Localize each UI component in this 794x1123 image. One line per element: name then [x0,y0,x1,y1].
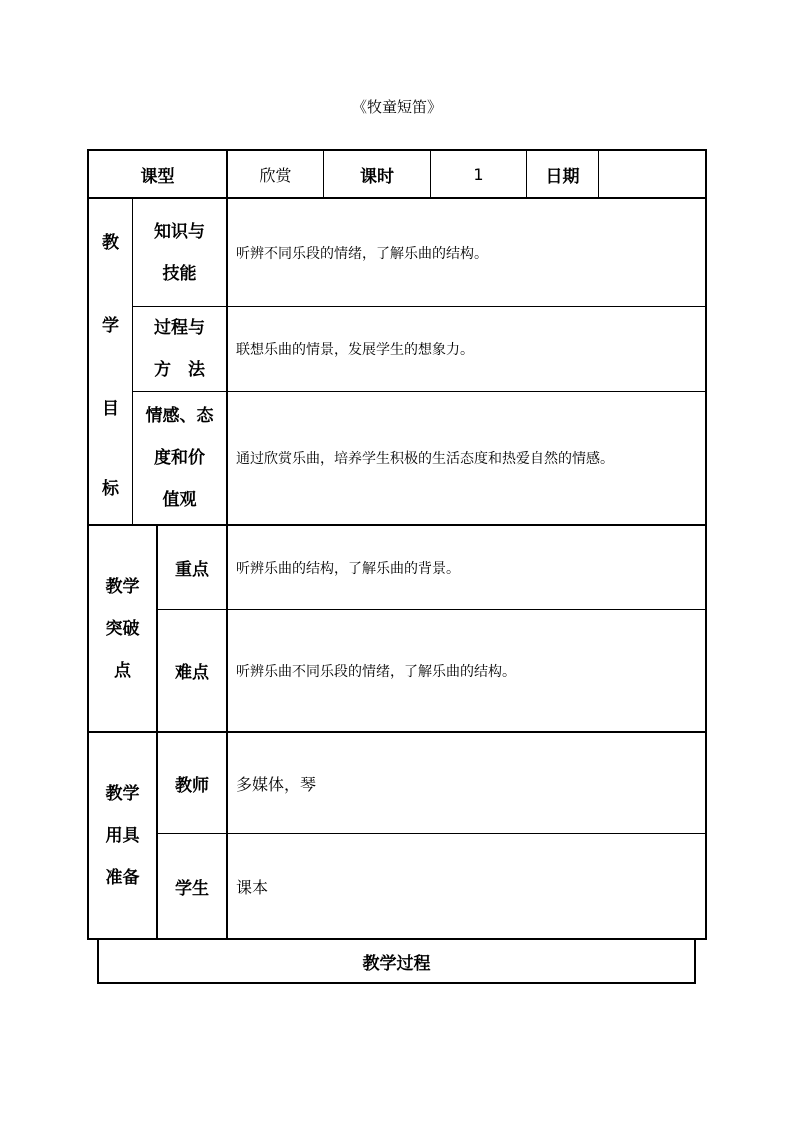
objective-label-knowledge [133,199,226,306]
label-line: 教学 [105,783,140,804]
objective-label-attitude [133,392,226,524]
label-line: 准备 [105,867,140,888]
objectives-label-char: 标 [102,478,119,499]
lesson-type-label: 课型 [140,166,175,187]
label-line: 突破 [105,618,140,639]
label-line: 值观 [162,490,197,510]
objectives-label-char: 教 [102,233,119,253]
label-line: 教学 [105,576,140,597]
objective-content-knowledge: 听辨不同乐段的情绪，了解乐曲的结构。 [236,245,488,262]
objective-content-attitude: 通过欣赏乐曲，培养学生积极的生活态度和热爱自然的情感。 [236,451,614,467]
objectives-label-char: 学 [102,316,119,336]
student-content: 课本 [236,877,269,897]
label-line: 技能 [162,263,197,284]
label-line: 点 [114,660,131,681]
student-label: 学生 [175,878,209,899]
key-points-group-label [89,526,156,731]
lesson-hours-value: 1 [473,164,484,184]
label-line: 方 法 [154,360,205,380]
key-point-content: 听辨乐曲的结构，了解乐曲的背景。 [236,560,460,577]
key-point-label: 重点 [175,560,209,580]
lesson-type-value: 欣赏 [259,165,292,185]
document-title: 《牧童短笛》 [351,98,442,116]
label-line: 用具 [105,825,140,846]
objective-content-process: 联想乐曲的情景，发展学生的想象力。 [236,342,474,358]
teacher-content: 多媒体，琴 [236,774,317,794]
lesson-hours-label: 课时 [360,166,394,187]
teaching-process-heading: 教学过程 [97,940,696,984]
label-line: 过程与 [154,318,205,338]
difficulty-content: 听辨乐曲不同乐段的情绪，了解乐曲的结构。 [236,663,516,680]
difficulty-label: 难点 [175,663,209,683]
teacher-label: 教师 [175,775,209,796]
date-label: 日期 [545,166,580,187]
objective-label-process [133,307,226,391]
tools-group-label [89,733,156,938]
objectives-group-label [89,199,132,524]
date-value [599,151,705,197]
objectives-label-char: 目 [102,399,119,419]
label-line: 知识与 [154,221,205,242]
label-line: 情感、态 [145,406,214,426]
label-line: 度和价 [154,448,205,468]
